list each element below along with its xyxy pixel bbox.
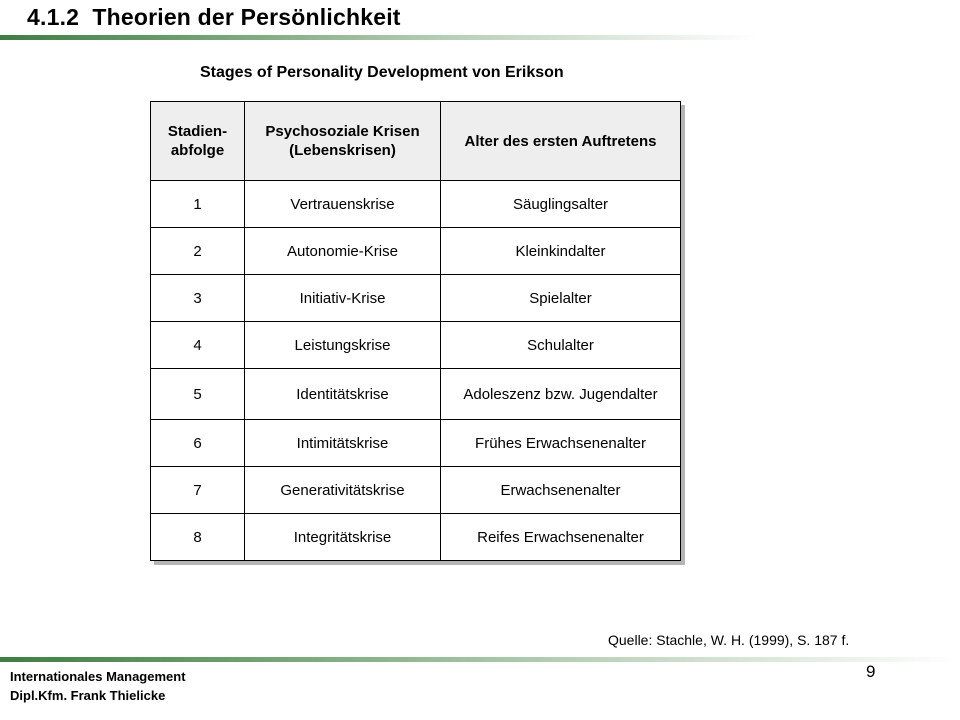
table-row (151, 228, 681, 275)
age-cell: Kleinkindalter (441, 228, 681, 275)
header-stage-line2: abfolge (170, 142, 225, 159)
table-row (151, 514, 681, 561)
stage-number-cell: 6 (151, 420, 245, 467)
page-number: 9 (866, 662, 876, 681)
age-cell: Säuglingsalter (441, 181, 681, 228)
stage-number-cell: 7 (151, 467, 245, 514)
stage-number-cell: 3 (151, 275, 245, 322)
age-cell: Adoleszenz bzw. Jugendalter (441, 369, 681, 420)
crisis-cell: Intimitätskrise (245, 420, 441, 467)
table-row (151, 420, 681, 467)
stage-number-cell: 4 (151, 322, 245, 369)
table-row (151, 275, 681, 322)
header-stage (151, 102, 245, 181)
erikson-stages-table (150, 101, 681, 561)
crisis-cell: Identitätskrise (245, 369, 441, 420)
footer-course: Internationales Management (10, 669, 186, 684)
footer-institution (10, 667, 186, 705)
age-cell: Schulalter (441, 322, 681, 369)
age-cell: Spielalter (441, 275, 681, 322)
title-underline-bar (0, 35, 760, 40)
header-crisis: Psychosoziale Krisen (Lebenskrisen) (245, 102, 441, 181)
header-age: Alter des ersten Auftretens (441, 102, 681, 181)
crisis-cell: Initiativ-Krise (245, 275, 441, 322)
slide-title: 4.1.2 Theorien der Persönlichkeit (27, 4, 401, 30)
stage-number-cell: 2 (151, 228, 245, 275)
age-cell: Erwachsenenalter (441, 467, 681, 514)
table-row (151, 181, 681, 228)
stage-number-cell: 5 (151, 369, 245, 420)
crisis-cell: Generativitätskrise (245, 467, 441, 514)
source-citation: Quelle: Stachle, W. H. (1999), S. 187 f. (608, 632, 850, 648)
stage-number-cell: 1 (151, 181, 245, 228)
table-header-row (151, 102, 681, 181)
erikson-table-container (150, 101, 681, 561)
footer-bar (0, 657, 960, 662)
crisis-cell: Leistungskrise (245, 322, 441, 369)
table-row (151, 467, 681, 514)
crisis-cell: Autonomie-Krise (245, 228, 441, 275)
footer-author: Dipl.Kfm. Frank Thielicke (10, 688, 166, 703)
age-cell: Reifes Erwachsenenalter (441, 514, 681, 561)
age-cell: Frühes Erwachsenenalter (441, 420, 681, 467)
header-stage-line1: Stadien- (167, 123, 228, 140)
crisis-cell: Integritätskrise (245, 514, 441, 561)
table-subtitle-text: Stages of Personality Development von Erikson (200, 64, 564, 81)
stage-number-cell: 8 (151, 514, 245, 561)
table-row (151, 369, 681, 420)
table-row (151, 322, 681, 369)
crisis-cell: Vertrauenskrise (245, 181, 441, 228)
